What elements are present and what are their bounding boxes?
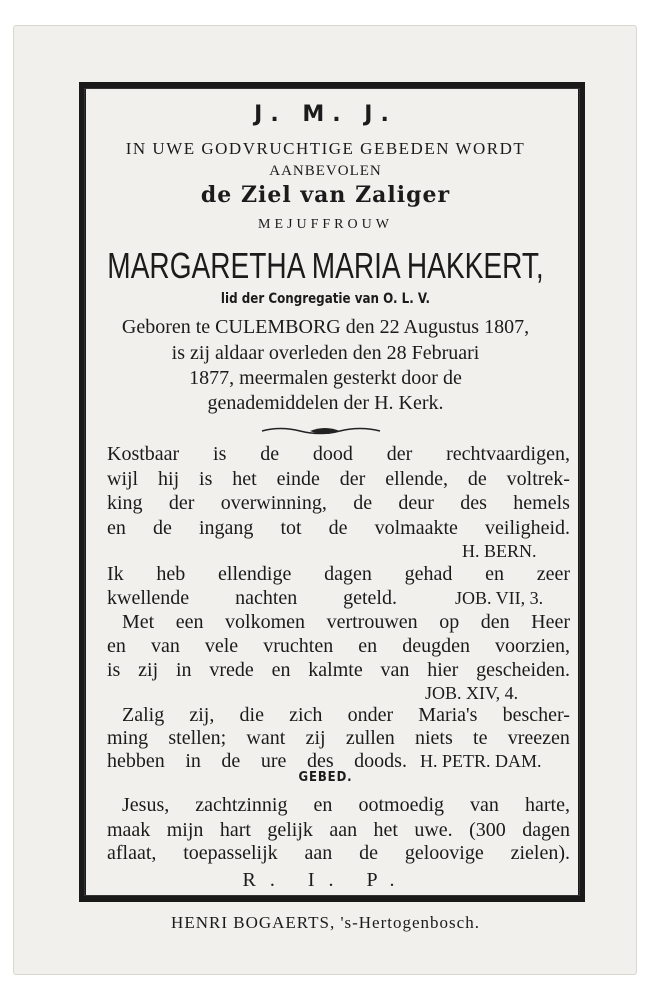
quote-2-line-1: Ik heb ellendige dagen gehad en zeer	[107, 563, 570, 585]
bio-line-1: Geboren te CULEMBORG den 22 Augustus 1807,	[121, 316, 530, 338]
deceased-title: MEJUFFROUW	[258, 217, 393, 232]
quote-1-line-3: king der overwinning, de deur des hemels	[107, 492, 570, 514]
quote-4-line-3: hebben in de ure des doods.	[107, 750, 407, 772]
quote-3-line-3: is zij in vrede en kalmte van hier gescheiden.	[107, 659, 570, 681]
printer-credit: HENRI BOGAERTS, 's-Hertogenbosch.	[171, 913, 480, 932]
prayer-line-2: maak mijn hart gelijk aan het uwe. (300 dagen	[107, 819, 570, 841]
quote-4-line-2: ming stellen; want zij zullen niets te vreezen	[107, 727, 570, 749]
quote-1-line-2: wijl hij is het einde der ellende, de voltrek-	[107, 468, 570, 490]
prayer-line-1: Jesus, zachtzinnig en ootmoedig van harte,	[122, 794, 570, 816]
quote-1-source: H. BERN.	[462, 541, 537, 561]
deceased-name: MARGARETHA MARIA HAKKERT,	[107, 245, 544, 286]
recommend-line-2: AANBEVOLEN	[269, 163, 382, 179]
membership-line: lid der Congregatie van O. L. V.	[220, 291, 431, 307]
quote-3-line-1: Met een volkomen vertrouwen op den Heer	[122, 611, 570, 633]
ornamental-divider	[260, 424, 390, 438]
quote-4-source: H. PETR. DAM.	[420, 751, 542, 771]
bio-line-4: genademiddelen der H. Kerk.	[207, 392, 444, 414]
prayer-heading: GEBED.	[298, 770, 353, 785]
rip-closing: R. I. P.	[242, 869, 409, 891]
soul-line: de Ziel van Zaliger	[200, 182, 451, 208]
quote-3-line-2: en van vele vruchten en deugden voorzien,	[107, 635, 570, 657]
quote-2-source: JOB. VII, 3.	[455, 588, 544, 608]
prayer-line-3: aflaat, toepasselijk aan de geloovige zielen).	[107, 842, 570, 864]
quote-1-line-1: Kostbaar is de dood der rechtvaardigen,	[107, 443, 570, 465]
recommend-line-1: IN UWE GODVRUCHTIGE GEBEDEN WORDT	[125, 139, 526, 158]
quote-4-line-1: Zalig zij, die zich onder Maria's bescher-	[122, 704, 570, 726]
monogram: J. M. J.	[254, 102, 397, 127]
quote-3-source: JOB. XIV, 4.	[425, 683, 519, 703]
quote-1-line-4: en de ingang tot de volmaakte veiligheid.	[107, 517, 570, 539]
bio-line-2: is zij aldaar overleden den 28 Februari	[171, 342, 480, 364]
bio-line-3: 1877, meermalen gesterkt door de	[189, 367, 462, 389]
quote-2-line-2: kwellende nachten geteld.	[107, 587, 397, 609]
